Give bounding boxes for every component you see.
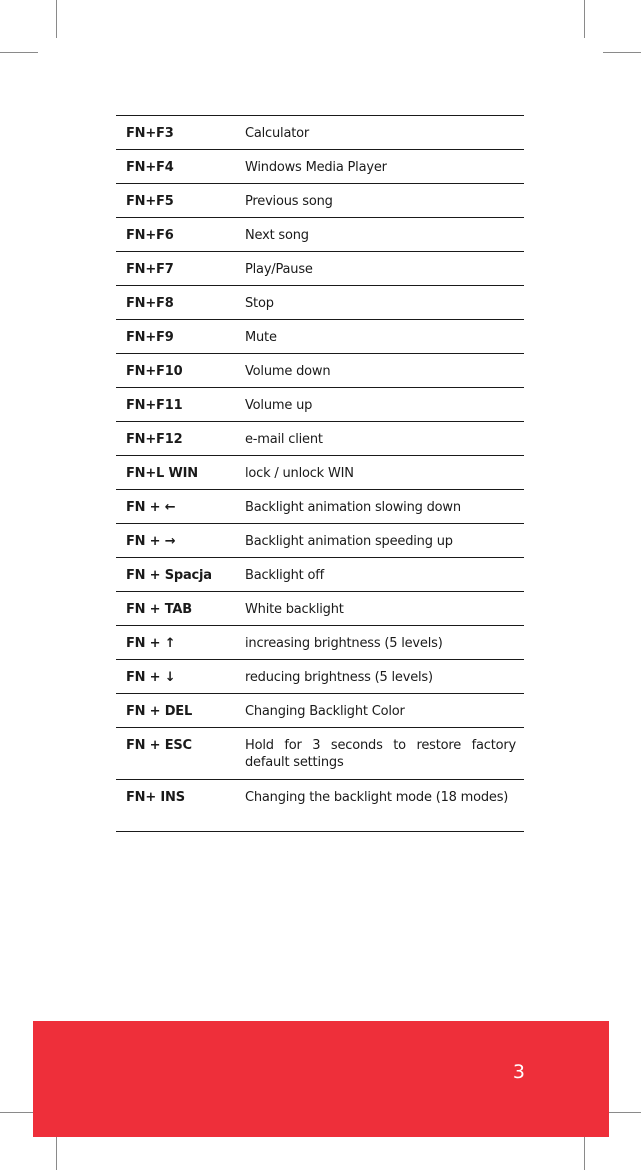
shortcut-table <box>116 115 524 832</box>
shortcut-action: Play/Pause <box>245 262 313 277</box>
shortcut-action: Volume up <box>245 398 313 413</box>
table-row <box>116 592 524 626</box>
shortcut-key: FN+F8 <box>126 296 174 311</box>
shortcut-key: FN+F7 <box>126 262 174 277</box>
table-row <box>116 558 524 592</box>
shortcut-key: FN + TAB <box>126 602 192 617</box>
shortcut-key: FN + ↑ <box>126 636 176 651</box>
table-row <box>116 320 524 354</box>
table-row <box>116 456 524 490</box>
shortcut-action: Stop <box>245 296 274 311</box>
table-row <box>116 388 524 422</box>
shortcut-action: Next song <box>245 228 309 243</box>
table-row <box>116 218 524 252</box>
shortcut-action: lock / unlock WIN <box>245 466 354 481</box>
shortcut-key: FN + ← <box>126 500 176 515</box>
shortcut-key: FN + → <box>126 534 176 549</box>
shortcut-action: Backlight animation speeding up <box>245 534 453 549</box>
shortcut-action: Changing the backlight mode (18 modes) <box>245 790 509 805</box>
shortcut-action: Hold for 3 seconds to restore factory default settings <box>245 738 516 770</box>
table-row <box>116 626 524 660</box>
shortcut-action: Mute <box>245 330 277 345</box>
table-row <box>116 660 524 694</box>
table-row <box>116 184 524 218</box>
shortcut-key: FN+F3 <box>126 126 174 141</box>
table-row <box>116 286 524 320</box>
shortcut-action: Volume down <box>245 364 331 379</box>
shortcut-key: FN+F4 <box>126 160 174 175</box>
crop-mark-top-right-h <box>603 52 641 53</box>
shortcut-action: increasing brightness (5 levels) <box>245 636 443 651</box>
shortcut-key: FN+F12 <box>126 432 183 447</box>
shortcut-action: Previous song <box>245 194 333 209</box>
table-row <box>116 490 524 524</box>
table-row <box>116 524 524 558</box>
shortcut-key: FN+F10 <box>126 364 183 379</box>
table-row <box>116 354 524 388</box>
shortcut-key: FN+F11 <box>126 398 183 413</box>
crop-mark-top-left <box>56 0 57 38</box>
table-row <box>116 116 524 150</box>
shortcut-key: FN + ↓ <box>126 670 176 685</box>
shortcut-key: FN + Spacja <box>126 568 212 583</box>
shortcut-key: FN+L WIN <box>126 466 198 481</box>
shortcut-key: FN + ESC <box>126 738 192 753</box>
shortcut-action: White backlight <box>245 602 344 617</box>
shortcut-key: FN+F9 <box>126 330 174 345</box>
table-row <box>116 150 524 184</box>
table-row <box>116 780 524 832</box>
shortcut-key: FN + DEL <box>126 704 193 719</box>
page-number: 3 <box>512 1061 526 1083</box>
footer-band <box>33 1021 609 1137</box>
shortcut-key: FN+F5 <box>126 194 174 209</box>
shortcut-action: reducing brightness (5 levels) <box>245 670 433 685</box>
shortcut-action: Changing Backlight Color <box>245 704 405 719</box>
table-row <box>116 728 524 780</box>
shortcut-action: e-mail client <box>245 432 323 447</box>
crop-mark-top-left-h <box>0 52 38 53</box>
shortcut-action: Backlight off <box>245 568 325 583</box>
crop-mark-top-right <box>584 0 585 38</box>
shortcut-key: FN+ INS <box>126 790 185 805</box>
table-row <box>116 252 524 286</box>
shortcut-action: Windows Media Player <box>245 160 387 175</box>
shortcut-action: Backlight animation slowing down <box>245 500 461 515</box>
table-row <box>116 694 524 728</box>
table-row <box>116 422 524 456</box>
shortcut-key: FN+F6 <box>126 228 174 243</box>
shortcut-action: Calculator <box>245 126 310 141</box>
